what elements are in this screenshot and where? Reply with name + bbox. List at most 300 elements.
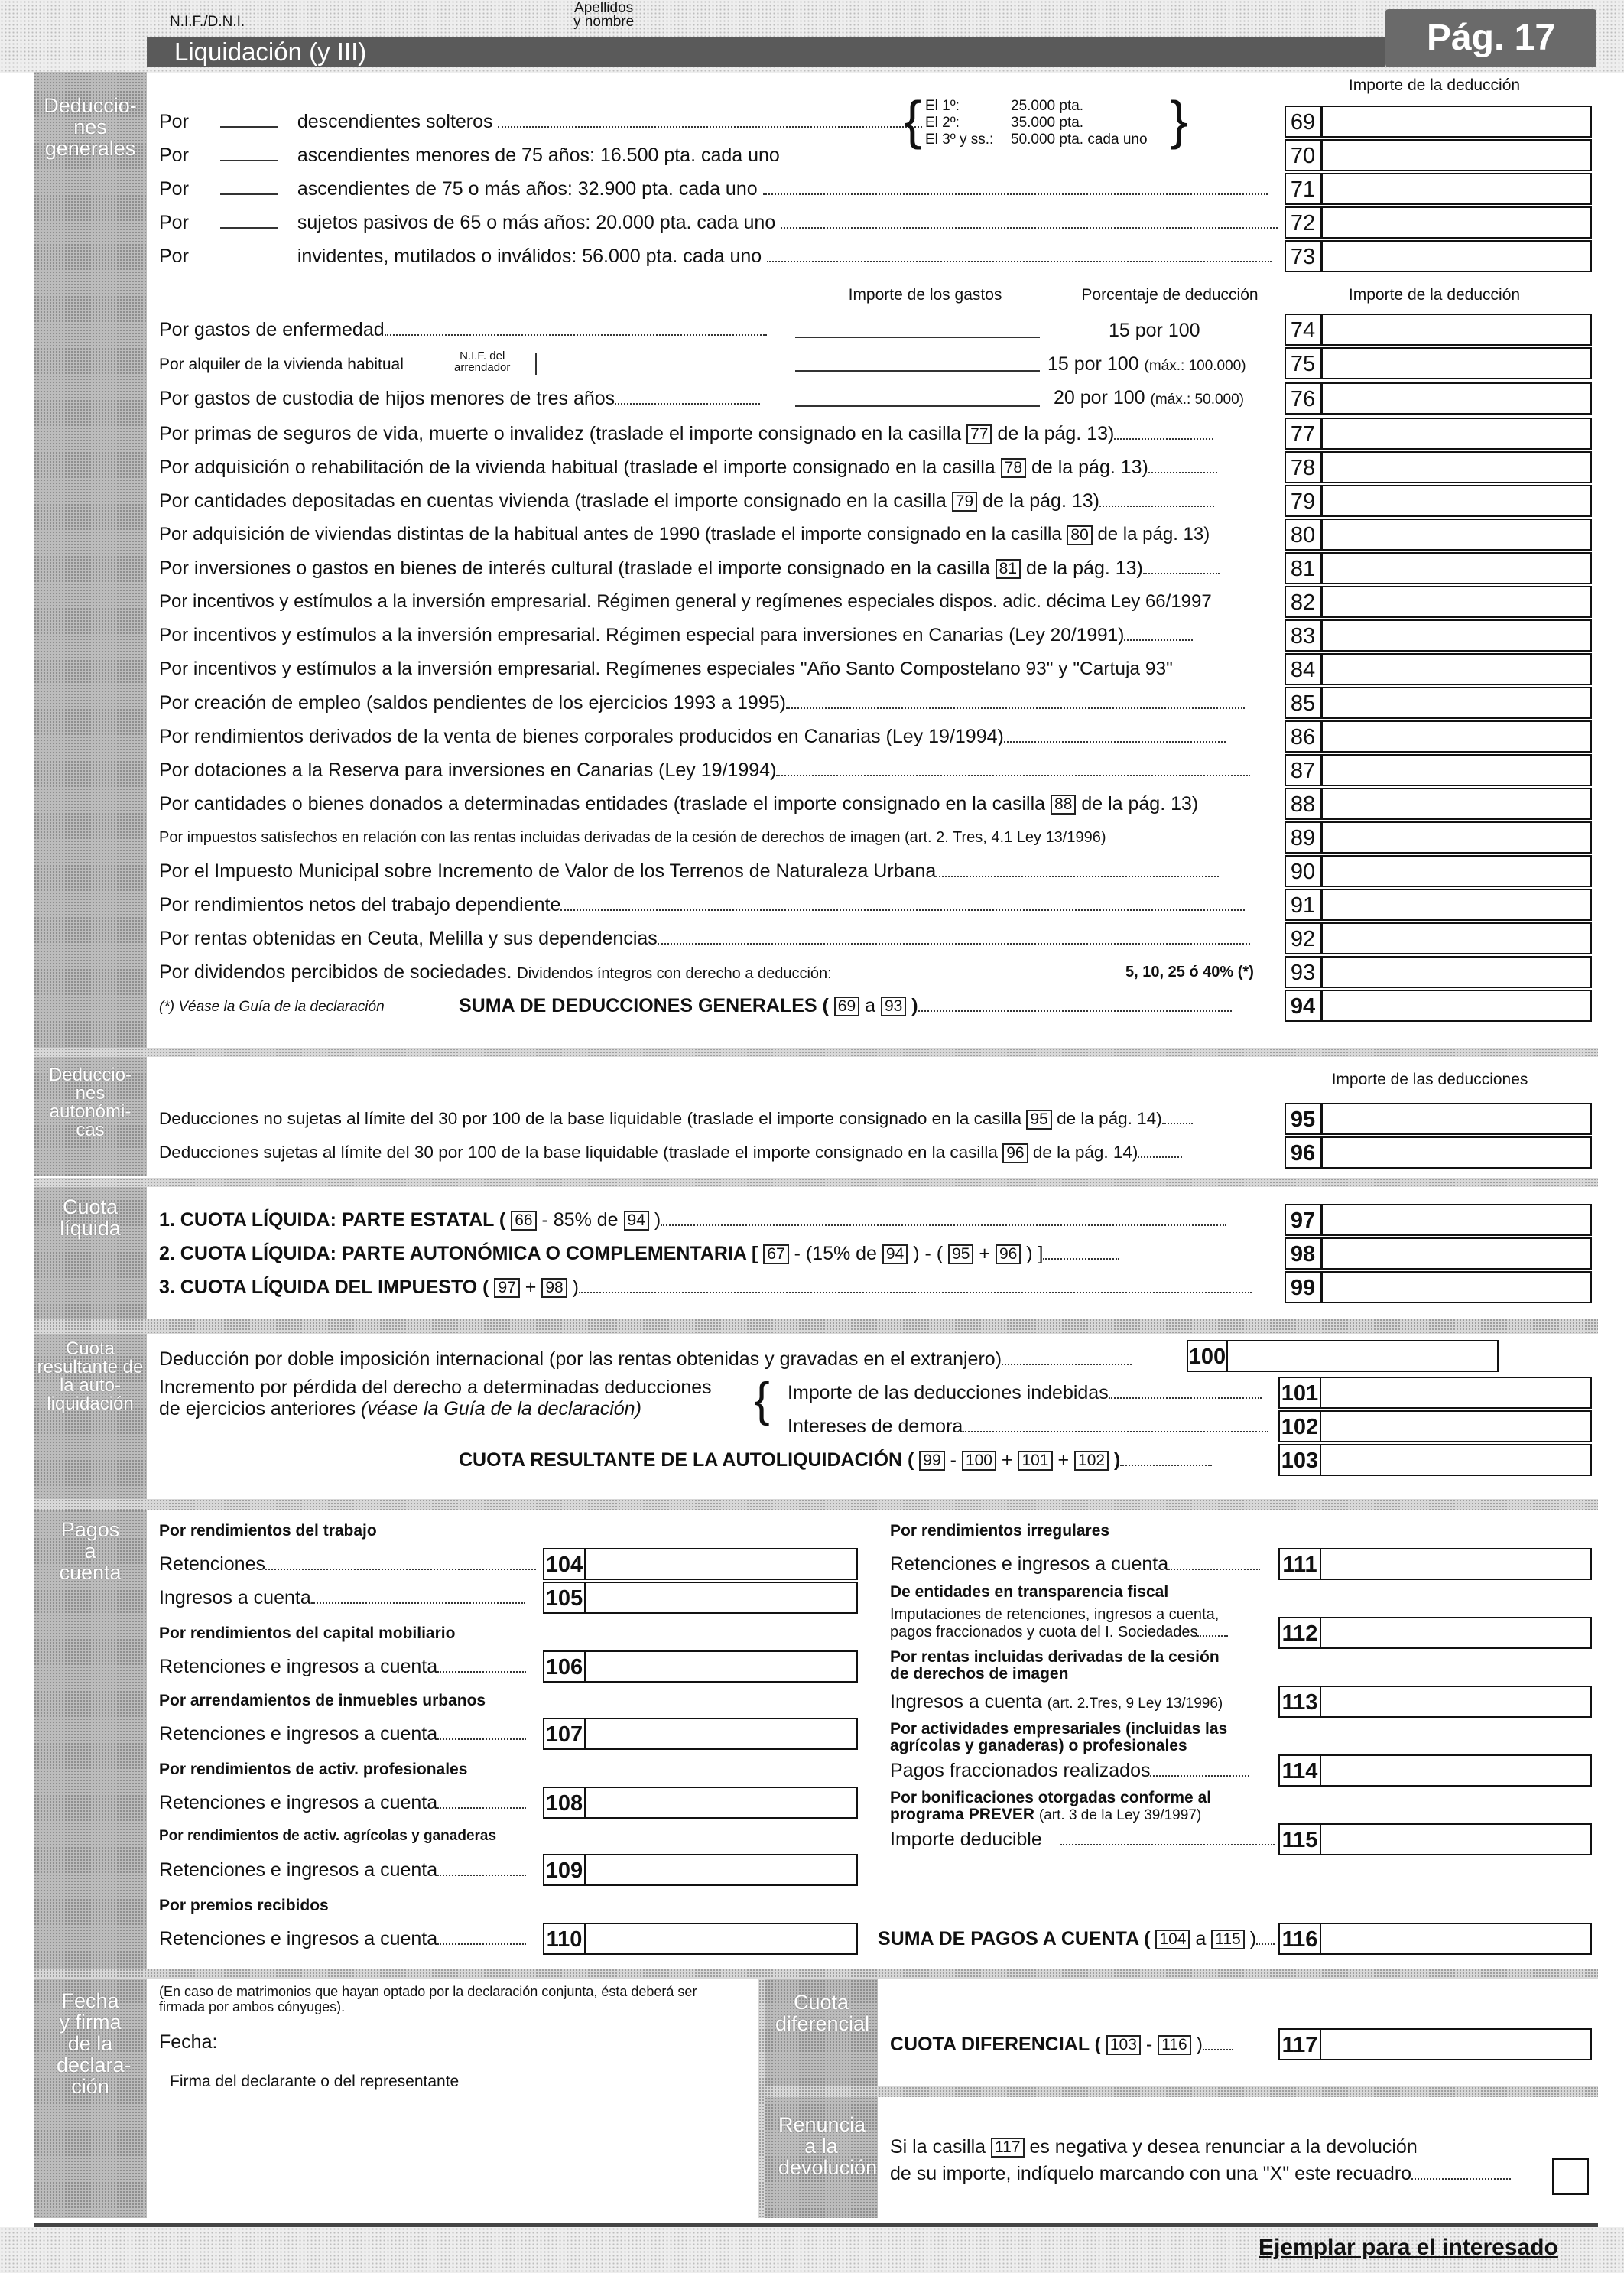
- ref-80: 80: [1067, 525, 1092, 545]
- nif-arrendador-label: [454, 350, 510, 373]
- h-profesionales: Por rendimientos de activ. profesionales: [159, 1761, 468, 1778]
- field-115[interactable]: [1320, 1823, 1592, 1855]
- renuncia-line1b: es negativa y desea renunciar a la devolución: [1029, 2136, 1418, 2158]
- row-83-label: Por incentivos y estímulos a la inversión empresarial. Régimen especial para inversiones en Canarias (Ley 20/1991): [159, 625, 1125, 645]
- row-82: [159, 586, 1212, 618]
- row-103: [459, 1444, 1212, 1476]
- row-79-label: Por cantidades depositadas en cuentas vivienda (traslade el importe consignado en la casilla: [159, 490, 947, 512]
- count-input-71[interactable]: [220, 193, 278, 195]
- sidebar-cuota-liquida: Cuota líquida: [34, 1187, 147, 1319]
- field-109[interactable]: [584, 1854, 858, 1886]
- box-101: 101: [1278, 1377, 1321, 1409]
- firma-label: Firma del declarante o del representante: [170, 2073, 460, 2090]
- count-input-69[interactable]: [220, 126, 278, 128]
- incremento-line2: [159, 1398, 712, 1419]
- apellidos-label-line1: Apellidos: [574, 0, 634, 16]
- box-72: 72: [1285, 206, 1321, 239]
- row-93: [159, 956, 832, 988]
- row-71: [159, 173, 1268, 205]
- field-108[interactable]: [584, 1787, 858, 1819]
- row-79: [159, 485, 1214, 517]
- box-107: 107: [543, 1718, 586, 1750]
- h-prever-ref: (art. 3 de la Ley 39/1997): [1038, 1807, 1202, 1823]
- row-107: [159, 1718, 526, 1750]
- suma-pagos-label: SUMA DE PAGOS A CUENTA (: [878, 1928, 1151, 1949]
- ref-96: 96: [1002, 1143, 1028, 1163]
- row-96-label: Deducciones sujetas al límite del 30 por 100 de la base liquidable (traslade el importe consignado en la casilla: [159, 1143, 998, 1162]
- row-99: [159, 1271, 1252, 1303]
- field-74[interactable]: [1321, 314, 1592, 346]
- row-85: [159, 687, 1245, 719]
- fecha-nota-line2: firmada por ambos cónyuges).: [159, 1999, 346, 2014]
- row-101: [788, 1377, 1262, 1409]
- row-97-close: ): [654, 1209, 661, 1231]
- section-separator: [34, 1319, 1598, 1334]
- row-81-suffix: de la pág. 13): [1025, 558, 1143, 579]
- field-100[interactable]: [1226, 1340, 1499, 1372]
- por-label: Por: [159, 178, 189, 200]
- h-prever-line2-text: programa PREVER: [890, 1806, 1035, 1823]
- section-separator: [34, 1969, 1598, 1979]
- row-117: [890, 2028, 1233, 2060]
- brace-69: [904, 90, 1194, 150]
- row-84-label: Por incentivos y estímulos a la inversión empresarial. Regímenes especiales "Año Santo Compostelano 93" y "Cartuja 93": [159, 658, 1173, 679]
- field-79[interactable]: [1321, 485, 1592, 517]
- field-101[interactable]: [1320, 1377, 1592, 1409]
- field-110[interactable]: [584, 1923, 858, 1955]
- box-85: 85: [1285, 687, 1321, 719]
- field-114[interactable]: [1320, 1754, 1592, 1787]
- sidebar-renuncia: Renuncia a la devolución: [765, 2097, 878, 2218]
- renuncia-line1: [890, 2134, 1511, 2160]
- box-111: 111: [1278, 1548, 1321, 1580]
- field-116[interactable]: [1320, 1923, 1592, 1955]
- nif-input[interactable]: [284, 26, 552, 37]
- row-71-label: ascendientes de 75 o más años: 32.900 pta. cada uno: [297, 178, 758, 200]
- row-99-close: ): [572, 1276, 579, 1298]
- ref-102: 102: [1074, 1451, 1109, 1471]
- row-86-label: Por rendimientos derivados de la venta de bienes corporales producidos en Canarias (Ley 19/1994): [159, 726, 1004, 747]
- h-imagen: [890, 1649, 1220, 1683]
- field-96[interactable]: [1321, 1136, 1592, 1169]
- page-number: Pág. 17: [1426, 18, 1556, 58]
- row-81-label: Por inversiones o gastos en bienes de interés cultural (traslade el importe consignado en la casilla: [159, 558, 990, 579]
- ref-94b: 94: [882, 1244, 908, 1264]
- box-90: 90: [1285, 855, 1321, 887]
- pct-76: [1054, 387, 1244, 409]
- field-95[interactable]: [1321, 1103, 1592, 1135]
- section-separator: [34, 1048, 1598, 1057]
- box-70: 70: [1285, 139, 1321, 171]
- row-75-label: Por alquiler de la vivienda habitual: [159, 356, 404, 373]
- box-79: 79: [1285, 485, 1321, 517]
- box-109: 109: [543, 1854, 586, 1886]
- h-capital: Por rendimientos del capital mobiliario: [159, 1624, 456, 1642]
- row-72: [159, 206, 1278, 239]
- row-116: [878, 1923, 1275, 1955]
- row-104-label: Retenciones: [159, 1553, 265, 1575]
- field-98[interactable]: [1321, 1237, 1592, 1270]
- ref-95b: 95: [948, 1244, 973, 1264]
- ref-93: 93: [881, 997, 906, 1016]
- row-115: [890, 1823, 1275, 1855]
- footer-label: Ejemplar para el interesado: [1259, 2235, 1558, 2260]
- row-105: [159, 1582, 525, 1614]
- suma-pagos-a: a: [1195, 1928, 1207, 1949]
- pct-93: 5, 10, 25 ó 40% (*): [1125, 964, 1254, 980]
- firma-area[interactable]: [159, 2096, 755, 2210]
- row-98: [159, 1237, 1119, 1270]
- row-115-label: Importe deducible: [890, 1829, 1042, 1850]
- field-89[interactable]: [1321, 821, 1592, 854]
- ref-94: 94: [624, 1211, 649, 1231]
- pct-75: [1047, 353, 1246, 376]
- box-99: 99: [1285, 1271, 1321, 1303]
- box-78: 78: [1285, 451, 1321, 483]
- nota-guia: (*) Véase la Guía de la declaración: [159, 999, 385, 1015]
- row-113-label: Ingresos a cuenta: [890, 1691, 1042, 1712]
- pct-74: 15 por 100: [1109, 320, 1200, 341]
- field-76[interactable]: [1321, 382, 1592, 415]
- col-header-importe: Importe de la deducción: [1348, 76, 1521, 94]
- right-block-divider: [758, 1979, 765, 2218]
- count-input-70[interactable]: [220, 160, 278, 161]
- por-label: Por: [159, 111, 189, 132]
- box-92: 92: [1285, 922, 1321, 954]
- field-86[interactable]: [1321, 720, 1592, 753]
- field-102[interactable]: [1320, 1410, 1592, 1442]
- row-96-suffix: de la pág. 14): [1032, 1143, 1138, 1162]
- field-106[interactable]: [584, 1650, 858, 1683]
- row-74-label: Por gastos de enfermedad: [159, 319, 385, 340]
- row-72-label: sujetos pasivos de 65 o más años: 20.000 pta. cada uno: [297, 212, 776, 233]
- h-prever: [890, 1790, 1211, 1824]
- sidebar-cuota-diferencial: Cuota diferencial: [765, 1979, 878, 2086]
- box-112: 112: [1278, 1617, 1321, 1649]
- row-103-minus: -: [950, 1449, 957, 1471]
- row-69-label: descendientes solteros: [297, 111, 493, 132]
- row-82-label: Por incentivos y estímulos a la inversión empresarial. Régimen general y regímenes especiales dispos. adic. décima Ley 66/1997: [159, 591, 1212, 612]
- row-113-ref: (art. 2.Tres, 9 Ley 13/1996): [1047, 1696, 1223, 1712]
- apellidos-label: [573, 2, 634, 29]
- field-75[interactable]: [1321, 347, 1592, 379]
- por-label: Por: [159, 212, 189, 233]
- row-102: [788, 1410, 1268, 1442]
- row-99-label: 3. CUOTA LÍQUIDA DEL IMPUESTO (: [159, 1276, 489, 1298]
- col-header-porcentaje: Porcentaje de deducción: [1081, 286, 1259, 304]
- row-78: [159, 451, 1217, 483]
- ref-103: 103: [1106, 2035, 1141, 2055]
- row-89: [159, 821, 1106, 854]
- row-90-label: Por el Impuesto Municipal sobre Incremento de Valor de los Terrenos de Naturaleza Urbana: [159, 860, 937, 882]
- nif-arrendador-input[interactable]: [535, 353, 537, 375]
- field-90[interactable]: [1321, 855, 1592, 887]
- row-76-label: Por gastos de custodia de hijos menores de tres años: [159, 388, 615, 409]
- nif-arrendador-line2: arrendador: [454, 361, 511, 374]
- ref-67: 67: [763, 1244, 788, 1264]
- brace-line2-label: El 2º:: [925, 115, 960, 131]
- box-87: 87: [1285, 754, 1321, 786]
- por-label: Por: [159, 145, 189, 166]
- field-93[interactable]: [1321, 956, 1592, 988]
- box-73: 73: [1285, 240, 1321, 272]
- row-105-label: Ingresos a cuenta: [159, 1587, 311, 1608]
- box-114: 114: [1278, 1754, 1321, 1787]
- row-110-label: Retenciones e ingresos a cuenta: [159, 1928, 438, 1949]
- ref-117: 117: [991, 2138, 1024, 2158]
- field-92[interactable]: [1321, 922, 1592, 954]
- field-73[interactable]: [1321, 240, 1592, 272]
- box-76: 76: [1285, 382, 1321, 415]
- box-113: 113: [1278, 1686, 1321, 1718]
- box-110: 110: [543, 1923, 586, 1955]
- box-82: 82: [1285, 586, 1321, 618]
- row-111-label: Retenciones e ingresos a cuenta: [890, 1553, 1169, 1575]
- incremento-line2b: (véase la Guía de la declaración): [361, 1398, 641, 1419]
- row-110: [159, 1923, 526, 1955]
- row-75: [159, 349, 404, 381]
- field-94[interactable]: [1321, 990, 1592, 1022]
- pct-75-max: (máx.: 100.000): [1144, 358, 1246, 374]
- field-71[interactable]: [1321, 173, 1592, 205]
- box-88: 88: [1285, 788, 1321, 820]
- ref-115: 115: [1211, 1930, 1244, 1949]
- row-80-suffix: de la pág. 13): [1097, 524, 1210, 545]
- imputaciones-line1: Imputaciones de retenciones, ingresos a cuenta,: [890, 1606, 1220, 1623]
- brace-line3-label: El 3º y ss.:: [925, 132, 994, 148]
- field-103[interactable]: [1320, 1444, 1592, 1476]
- row-87-label: Por dotaciones a la Reserva para inversiones en Canarias (Ley 19/1994): [159, 759, 777, 781]
- row-89-label: Por impuestos satisfechos en relación con las rentas incluidas derivadas de la cesión de derechos de imagen (art. 2. Tres, 4.1 Ley 13/1996): [159, 829, 1106, 846]
- h-imagen-line2: de derechos de imagen: [890, 1665, 1069, 1683]
- field-80[interactable]: [1321, 519, 1592, 551]
- suma-a: a: [865, 995, 876, 1016]
- ref-81: 81: [996, 559, 1021, 579]
- field-97[interactable]: [1321, 1204, 1592, 1236]
- gastos-input-75[interactable]: [795, 370, 1040, 372]
- h-empresariales-line1: Por actividades empresariales (incluidas las: [890, 1720, 1228, 1738]
- box-100: 100: [1187, 1340, 1228, 1372]
- row-108-label: Retenciones e ingresos a cuenta: [159, 1792, 438, 1813]
- field-82[interactable]: [1321, 586, 1592, 618]
- imputaciones-line2: [890, 1623, 1228, 1641]
- box-74: 74: [1285, 314, 1321, 346]
- col-header-importe-2: Importe de la deducción: [1348, 286, 1521, 304]
- box-69: 69: [1285, 106, 1321, 138]
- box-106: 106: [543, 1650, 586, 1683]
- box-117: 117: [1278, 2028, 1321, 2060]
- h-irregulares: Por rendimientos irregulares: [890, 1522, 1110, 1540]
- field-81[interactable]: [1321, 552, 1592, 584]
- box-91: 91: [1285, 889, 1321, 921]
- renuncia-line2: [890, 2160, 1511, 2187]
- nif-label: N.I.F./D.N.I.: [170, 14, 245, 30]
- field-104[interactable]: [584, 1548, 858, 1580]
- page-title: Liquidación (y III): [174, 37, 367, 66]
- row-109: [159, 1854, 526, 1886]
- fecha-label: Fecha:: [159, 2031, 218, 2053]
- field-69[interactable]: [1321, 106, 1592, 138]
- field-87[interactable]: [1321, 754, 1592, 786]
- row-95: [159, 1103, 1193, 1135]
- cuota-diferencial-label: CUOTA DIFERENCIAL (: [890, 2034, 1101, 2055]
- field-84[interactable]: [1321, 653, 1592, 685]
- sidebar-deducciones-autonomicas: Deduccio- nes autonómi- cas: [34, 1057, 147, 1176]
- field-78[interactable]: [1321, 451, 1592, 483]
- row-111: [890, 1548, 1260, 1580]
- h-empresariales-line2: agrícolas y ganaderas) o profesionales: [890, 1737, 1187, 1754]
- ref-69: 69: [834, 997, 859, 1016]
- ref-95: 95: [1026, 1110, 1051, 1130]
- row-114: [890, 1754, 1249, 1787]
- ref-116: 116: [1158, 2035, 1190, 2055]
- count-input-72[interactable]: [220, 227, 278, 229]
- box-96: 96: [1285, 1136, 1321, 1169]
- row-79-suffix: de la pág. 13): [983, 490, 1099, 512]
- row-81: [159, 552, 1220, 584]
- field-99[interactable]: [1321, 1271, 1592, 1303]
- box-103: 103: [1278, 1444, 1321, 1476]
- brace-left: {: [904, 90, 922, 150]
- row-93-sublabel: Dividendos íntegros con derecho a deducción:: [517, 965, 832, 982]
- row-73: [159, 240, 1272, 272]
- row-108: [159, 1787, 526, 1819]
- field-77[interactable]: [1321, 418, 1592, 450]
- gastos-input-76[interactable]: [795, 405, 1040, 407]
- ref-79: 79: [952, 492, 977, 512]
- field-111[interactable]: [1320, 1548, 1592, 1580]
- row-95-suffix: de la pág. 14): [1057, 1109, 1162, 1128]
- pct-76-max: (máx.: 50.000): [1150, 392, 1244, 408]
- row-97-mid: - 85% de: [541, 1209, 619, 1231]
- row-91: [159, 889, 1245, 921]
- row-98-mid1: - (15% de: [794, 1243, 877, 1264]
- brace-line3-value: 50.000 pta. cada uno: [1011, 132, 1148, 148]
- field-72[interactable]: [1321, 206, 1592, 239]
- row-77-suffix: de la pág. 13): [997, 423, 1115, 444]
- cuota-diferencial-close: ): [1196, 2034, 1203, 2055]
- apellidos-label-line2: y nombre: [573, 14, 635, 30]
- row-80: [159, 519, 1210, 551]
- h-empresariales: [890, 1721, 1227, 1754]
- box-104: 104: [543, 1548, 586, 1580]
- incremento-label: [159, 1377, 712, 1419]
- field-117[interactable]: [1320, 2028, 1592, 2060]
- row-103-plus1: +: [1001, 1449, 1013, 1471]
- field-105[interactable]: [584, 1582, 858, 1614]
- cuota-diferencial-minus: -: [1145, 2034, 1153, 2055]
- count-input-73[interactable]: [220, 261, 278, 262]
- imputaciones-line2-text: pagos fraccionados y cuota del I. Sociedades: [890, 1624, 1198, 1641]
- field-113[interactable]: [1320, 1686, 1592, 1718]
- row-73-label: invidentes, mutilados o inválidos: 56.000 pta. cada uno: [297, 246, 762, 267]
- row-80-label: Por adquisición de viviendas distintas de la habitual antes de 1990 (traslade el importe consignado en la casilla: [159, 524, 1062, 545]
- fecha-input[interactable]: [229, 2028, 749, 2056]
- box-102: 102: [1278, 1410, 1321, 1442]
- field-91[interactable]: [1321, 889, 1592, 921]
- row-100: [159, 1343, 1132, 1375]
- row-97-label: 1. CUOTA LÍQUIDA: PARTE ESTATAL (: [159, 1209, 506, 1231]
- row-90: [159, 855, 1219, 887]
- row-99-plus: +: [525, 1276, 537, 1298]
- section-separator: [34, 1499, 1598, 1510]
- field-83[interactable]: [1321, 619, 1592, 652]
- box-75: 75: [1285, 347, 1321, 379]
- right-block-separator: [765, 2086, 1598, 2097]
- row-88-label: Por cantidades o bienes donados a determinadas entidades (traslade el importe consignado en la casilla: [159, 793, 1046, 815]
- row-103-close: ): [1114, 1449, 1121, 1471]
- h-trabajo: Por rendimientos del trabajo: [159, 1522, 377, 1540]
- box-77: 77: [1285, 418, 1321, 450]
- renuncia-text: [890, 2134, 1511, 2187]
- pct-75-value: 15 por 100: [1047, 353, 1139, 375]
- renuncia-line1a: Si la casilla: [890, 2136, 986, 2158]
- h-prever-line2: [890, 1806, 1211, 1824]
- row-98-label: 2. CUOTA LÍQUIDA: PARTE AUTONÓMICA O COMPLEMENTARIA [: [159, 1243, 758, 1264]
- row-87: [159, 754, 1250, 786]
- row-100-label: Deducción por doble imposición internacional (por las rentas obtenidas y gravadas en el extranjero): [159, 1348, 1002, 1370]
- field-88[interactable]: [1321, 788, 1592, 820]
- row-96: [159, 1136, 1182, 1169]
- ref-101: 101: [1018, 1451, 1052, 1471]
- ref-78: 78: [1001, 458, 1026, 478]
- renuncia-checkbox[interactable]: [1552, 2158, 1589, 2195]
- row-107-label: Retenciones e ingresos a cuenta: [159, 1723, 438, 1745]
- row-98-mid2: ) - (: [913, 1243, 944, 1264]
- brace-line1-value: 25.000 pta.: [1011, 98, 1084, 114]
- ref-104: 104: [1155, 1930, 1190, 1949]
- ref-99: 99: [919, 1451, 944, 1471]
- field-70[interactable]: [1321, 139, 1592, 171]
- incremento-line2a: de ejercicios anteriores: [159, 1398, 356, 1419]
- box-84: 84: [1285, 653, 1321, 685]
- suma-generales-label: SUMA DE DEDUCCIONES GENERALES (: [459, 995, 829, 1016]
- row-91-label: Por rendimientos netos del trabajo dependiente: [159, 894, 561, 915]
- col-header-importe-autonomicas: Importe de las deducciones: [1331, 1071, 1528, 1088]
- row-88: [159, 788, 1198, 820]
- box-116: 116: [1278, 1923, 1321, 1955]
- row-92-label: Por rentas obtenidas en Ceuta, Melilla y sus dependencias: [159, 928, 658, 949]
- row-69: [159, 106, 922, 138]
- row-97: [159, 1204, 1226, 1236]
- row-103-label: CUOTA RESULTANTE DE LA AUTOLIQUIDACIÓN (: [459, 1449, 914, 1471]
- row-76: [159, 382, 760, 415]
- field-112[interactable]: [1320, 1617, 1592, 1649]
- box-97: 97: [1285, 1204, 1321, 1236]
- incremento-brace: {: [754, 1374, 770, 1426]
- field-85[interactable]: [1321, 687, 1592, 719]
- row-84: [159, 653, 1173, 685]
- row-92: [159, 922, 1250, 954]
- h-prever-line1: Por bonificaciones otorgadas conforme al: [890, 1789, 1212, 1806]
- row-70-label: ascendientes menores de 75 años: 16.500 pta. cada uno: [297, 145, 780, 166]
- renuncia-line2-text: de su importe, indíquelo marcando con una "X" este recuadro: [890, 2163, 1412, 2184]
- brace-line1-label: El 1º:: [925, 98, 960, 114]
- row-77-label: Por primas de seguros de vida, muerte o invalidez (traslade el importe consignado en la casilla: [159, 423, 962, 444]
- row-78-label: Por adquisición o rehabilitación de la vivienda habitual (traslade el importe consignado en la casilla: [159, 457, 996, 478]
- h-arrendamientos: Por arrendamientos de inmuebles urbanos: [159, 1692, 486, 1709]
- row-113: [890, 1686, 1223, 1718]
- h-imagen-line1: Por rentas incluidas derivadas de la cesión: [890, 1648, 1220, 1666]
- row-74: [159, 314, 767, 346]
- ref-96b: 96: [996, 1244, 1021, 1264]
- field-107[interactable]: [584, 1718, 858, 1750]
- por-label: Por: [159, 246, 189, 267]
- row-114-label: Pagos fraccionados realizados: [890, 1760, 1151, 1781]
- box-94: 94: [1285, 990, 1321, 1022]
- fecha-nota-line1: (En caso de matrimonios que hayan optado por la declaración conjunta, ésta deberá ser: [159, 1984, 697, 1999]
- gastos-input-74[interactable]: [795, 337, 1040, 338]
